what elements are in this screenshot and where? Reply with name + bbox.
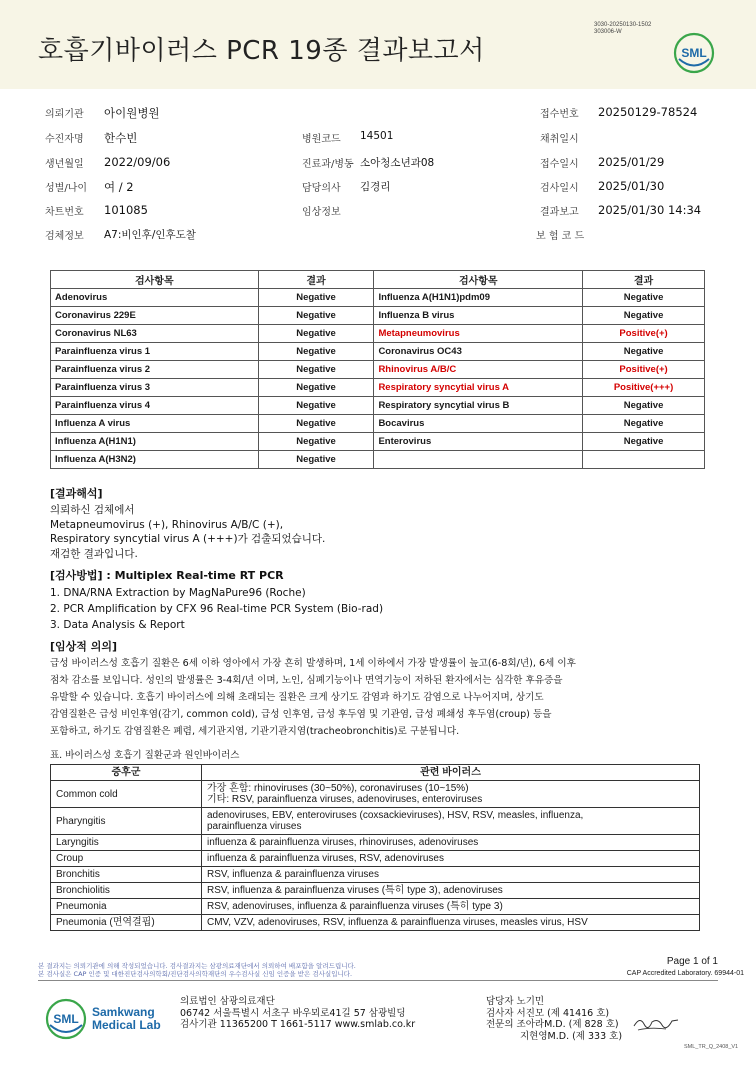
test-name: Coronavirus OC43 [374, 343, 583, 361]
virus-line: influenza & parainfluenza viruses, RSV, adenoviruses [207, 853, 444, 864]
table-row [51, 915, 700, 931]
interpretation-section [50, 487, 700, 561]
test-result: Negative [258, 415, 374, 433]
test-result: Negative [583, 343, 705, 361]
test-name: Coronavirus 229E [51, 307, 259, 325]
doc-code-line1: 3030-20250130-1502 [594, 22, 652, 28]
info-row [38, 175, 718, 199]
disclaimer [38, 962, 356, 978]
test-name: Influenza B virus [374, 307, 583, 325]
syndrome-cell: Common cold [51, 781, 202, 808]
test-result [583, 451, 705, 469]
syndrome-cell: Bronchiolitis [51, 883, 202, 899]
reference-caption: 표. 바이러스성 호흡기 질환군과 원인바이러스 [50, 750, 240, 761]
test-name: Coronavirus NL63 [51, 325, 259, 343]
method-line: 3. Data Analysis & Report [50, 619, 185, 631]
results-header-row [51, 271, 705, 289]
interpretation-line: 재검한 결과입니다. [50, 547, 138, 560]
syndrome-cell: Bronchitis [51, 867, 202, 883]
staff-line: 전문의 조아라M.D. (제 828 호) [486, 1019, 619, 1030]
col-header: 증후군 [51, 765, 202, 781]
virus-line: RSV, adenoviruses, influenza & parainfluenza viruses (특히 type 3) [207, 901, 503, 912]
birth-label: 생년월일 [45, 159, 84, 170]
test-result: Negative [258, 325, 374, 343]
test-result: Negative [258, 451, 374, 469]
chart-no-label: 차트번호 [45, 207, 84, 218]
virus-line: CMV, VZV, adenoviruses, RSV, influenza & parainfluenza viruses, measles virus, HSV [207, 917, 588, 928]
table-row [51, 867, 700, 883]
interpretation-line: Metapneumovirus (+), Rhinovirus A/B/C (+), [50, 518, 284, 531]
test-name: Parainfluenza virus 4 [51, 397, 259, 415]
disclaimer-line: 본 결과지는 의뢰기관에 의해 작성되었습니다. 검사결과지는 삼광의료재단에서 의뢰하여 배포함을 알려드립니다. [38, 962, 356, 970]
test-date-value: 2025/01/30 [598, 179, 665, 193]
address-line: 06742 서울특별시 서초구 바우뫼로41길 57 삼광빌딩 [180, 1007, 406, 1019]
syndrome-cell: Laryngitis [51, 835, 202, 851]
info-row [38, 101, 718, 125]
test-name: Parainfluenza virus 1 [51, 343, 259, 361]
table-row [51, 289, 705, 307]
method-section [50, 569, 700, 633]
sml-logo-text: SML [681, 46, 707, 60]
clinical-line: 유발할 수 있습니다. 호흡기 바이러스에 의해 초래되는 질환은 크게 상기도 감염과 하기도 감염으로 나누어지며, 상기도 [50, 692, 544, 703]
sml-logo-icon [673, 32, 715, 74]
test-name: Adenovirus [51, 289, 259, 307]
virus-line: RSV, influenza & parainfluenza viruses (특히 type 3), adenoviruses [207, 885, 503, 896]
sex-age-value: 여 / 2 [104, 180, 134, 194]
reference-body [51, 781, 700, 931]
info-row [38, 223, 718, 247]
hospital-code-label: 병원코드 [302, 134, 341, 145]
document-code [594, 22, 651, 36]
reference-table [50, 764, 700, 931]
method-text [50, 585, 700, 633]
brand-line: Medical Lab [92, 1018, 161, 1032]
interpretation-line: 의뢰하신 검체에서 [50, 504, 135, 516]
test-result: Negative [583, 307, 705, 325]
reference-header-row [51, 765, 700, 781]
address-line: 의료법인 삼광의료재단 [180, 996, 275, 1007]
method-line: 2. PCR Amplification by CFX 96 Real-time PCR System (Bio-rad) [50, 603, 384, 615]
test-result: Positive(+++) [583, 379, 705, 397]
virus-line: 기타: RSV, parainfluenza viruses, adenoviruses, enteroviruses [207, 794, 483, 805]
test-date-label: 검사일시 [540, 183, 579, 194]
interpretation-title: [결과해석] [50, 487, 103, 500]
test-result: Negative [258, 343, 374, 361]
disclaimer-line: 본 검사실은 CAP 인증 및 대한진단검사의학회/진단검사의학재단의 우수검사실 신임 인증을 받은 검사실입니다. [38, 970, 353, 978]
test-name: Bocavirus [374, 415, 583, 433]
doc-code-line2: 303006-W [594, 29, 622, 35]
table-row [51, 325, 705, 343]
test-name: Parainfluenza virus 3 [51, 379, 259, 397]
sml-footer-logo-text: SML [53, 1012, 79, 1026]
virus-cell [202, 808, 700, 835]
syndrome-cell: Croup [51, 851, 202, 867]
virus-line: 가장 흔함: rhinoviruses (30~50%), coronaviruses (10~15%) [207, 783, 469, 794]
virus-line: influenza & parainfluenza viruses, rhinoviruses, adenoviruses [207, 837, 479, 848]
table-row [51, 851, 700, 867]
table-row [51, 397, 705, 415]
lab-address [180, 996, 415, 1031]
virus-cell [202, 915, 700, 931]
test-name: Influenza A(H3N2) [51, 451, 259, 469]
test-name: Influenza A(H1N1)pdm09 [374, 289, 583, 307]
institution-label: 의뢰기관 [45, 109, 84, 120]
receipt-no-value: 20250129-78524 [598, 105, 698, 119]
test-result: Negative [258, 379, 374, 397]
virus-line: RSV, influenza & parainfluenza viruses [207, 869, 379, 880]
results-body [51, 289, 705, 469]
test-result: Negative [583, 433, 705, 451]
dept-value: 소아청소년과08 [360, 157, 435, 169]
table-row [51, 379, 705, 397]
insurance-label: 보 험 코 드 [536, 231, 585, 242]
results-table [50, 270, 705, 469]
footer-divider [38, 980, 718, 981]
clinical-line: 포함하고, 하기도 감염질환은 폐렴, 세기관지염, 기관기관지염(tracheobronchitis)로 구분됩니다. [50, 726, 460, 737]
col-header: 관련 바이러스 [202, 765, 700, 781]
info-row [38, 126, 718, 150]
test-name: Parainfluenza virus 2 [51, 361, 259, 379]
specimen-value: A7:비인후/인후도찰 [104, 229, 196, 241]
test-result: Negative [258, 307, 374, 325]
sml-footer-logo-icon [44, 997, 88, 1041]
syndrome-cell: Pneumonia [51, 899, 202, 915]
test-result: Negative [258, 289, 374, 307]
virus-cell [202, 781, 700, 808]
report-date-value: 2025/01/30 14:34 [598, 203, 702, 217]
col-header: 결과 [583, 271, 705, 289]
virus-cell [202, 851, 700, 867]
patient-value: 한수빈 [104, 131, 138, 145]
clinical-line: 점차 감소를 보입니다. 성인의 발생률은 3-4회/년 이며, 노인, 심폐기능이나 면역기능이 저하된 환자에서는 심각한 후유증을 [50, 675, 563, 686]
clinical-title: [임상적 의의] [50, 640, 118, 653]
test-name: Respiratory syncytial virus A [374, 379, 583, 397]
virus-cell [202, 899, 700, 915]
test-result: Negative [583, 289, 705, 307]
test-name: Metapneumovirus [374, 325, 583, 343]
virus-line: parainfluenza viruses [207, 821, 302, 832]
interpretation-text [50, 503, 700, 561]
lab-staff [486, 996, 622, 1042]
chart-no-value: 101085 [104, 203, 148, 217]
table-row [51, 343, 705, 361]
brand-name [92, 1006, 161, 1032]
method-title: [검사방법] : Multiplex Real-time RT PCR [50, 569, 284, 582]
test-result: Negative [258, 397, 374, 415]
receipt-date-label: 접수일시 [540, 159, 579, 170]
specimen-label: 검체정보 [45, 231, 84, 242]
patient-label: 수진자명 [45, 134, 84, 145]
col-header: 결과 [258, 271, 374, 289]
address-line: 검사기관 11365200 T 1661-5117 www.smlab.co.kr [180, 1019, 416, 1030]
hospital-code-value: 14501 [360, 130, 394, 142]
table-row [51, 361, 705, 379]
table-row [51, 415, 705, 433]
table-row [51, 451, 705, 469]
syndrome-cell: Pharyngitis [51, 808, 202, 835]
table-row [51, 307, 705, 325]
interpretation-line: Respiratory syncytial virus A (+++)가 검출되었습니다. [50, 533, 326, 545]
institution-value: 아이원병원 [104, 106, 160, 120]
collection-date-label: 채취일시 [540, 134, 579, 145]
sex-age-label: 성별/나이 [45, 183, 88, 194]
test-result: Negative [258, 433, 374, 451]
test-name: Rhinovirus A/B/C [374, 361, 583, 379]
receipt-no-label: 접수번호 [540, 109, 579, 120]
clinical-line: 급성 바이러스성 호흡기 질환은 6세 이하 영아에서 가장 흔히 발생하며, 1세 이하에서 가장 발생률이 높고(6-8회/년), 6세 이후 [50, 658, 576, 669]
staff-line: 담당자 노기민 [486, 996, 545, 1007]
test-name: Influenza A virus [51, 415, 259, 433]
virus-line: adenoviruses, EBV, enteroviruses (coxsackieviruses), HSV, RSV, measles, influenza, [207, 810, 584, 821]
clinical-section [50, 640, 700, 740]
staff-line: 지현영M.D. (제 333 호) [520, 1030, 623, 1042]
syndrome-cell: Pneumonia (면역결핍) [51, 915, 202, 931]
method-line: 1. DNA/RNA Extraction by MagNaPure96 (Roche) [50, 587, 306, 599]
test-result: Negative [583, 397, 705, 415]
doctor-label: 담당의사 [302, 183, 341, 194]
table-row [51, 899, 700, 915]
test-name: Respiratory syncytial virus B [374, 397, 583, 415]
col-header: 검사항목 [374, 271, 583, 289]
info-row [38, 151, 718, 175]
form-code: SML_TR_Q_2408_V1 [684, 1044, 739, 1050]
table-row [51, 433, 705, 451]
virus-cell [202, 883, 700, 899]
brand-line: Samkwang [92, 1005, 155, 1019]
test-name [374, 451, 583, 469]
signature-icon [632, 1012, 680, 1034]
table-row [51, 835, 700, 851]
info-row [38, 199, 718, 223]
table-row [51, 808, 700, 835]
staff-line: 검사자 서진모 (제 41416 호) [486, 1007, 610, 1019]
birth-value: 2022/09/06 [104, 155, 171, 169]
page-title: 호흡기바이러스 PCR 19종 결과보고서 [38, 36, 485, 66]
test-name: Enterovirus [374, 433, 583, 451]
receipt-date-value: 2025/01/29 [598, 155, 665, 169]
test-result: Positive(+) [583, 361, 705, 379]
virus-cell [202, 867, 700, 883]
clinical-label: 임상정보 [302, 207, 341, 218]
test-result: Positive(+) [583, 325, 705, 343]
page-number: Page 1 of 1 [666, 956, 718, 967]
test-result: Negative [583, 415, 705, 433]
col-header: 검사항목 [51, 271, 259, 289]
test-name: Influenza A(H1N1) [51, 433, 259, 451]
clinical-line: 감염질환은 급성 비인후염(감기, common cold), 급성 인후염, 급성 후두염 및 기관염, 급성 폐쇄성 후두염(croup) 등을 [50, 709, 552, 720]
table-row [51, 883, 700, 899]
clinical-text [50, 655, 700, 740]
doctor-value: 김경리 [360, 181, 391, 193]
virus-cell [202, 835, 700, 851]
report-date-label: 결과보고 [540, 207, 579, 218]
cap-accreditation: CAP Accredited Laboratory. 69944-01 [626, 970, 744, 977]
table-row [51, 781, 700, 808]
dept-label: 진료과/병동 [302, 159, 354, 170]
test-result: Negative [258, 361, 374, 379]
